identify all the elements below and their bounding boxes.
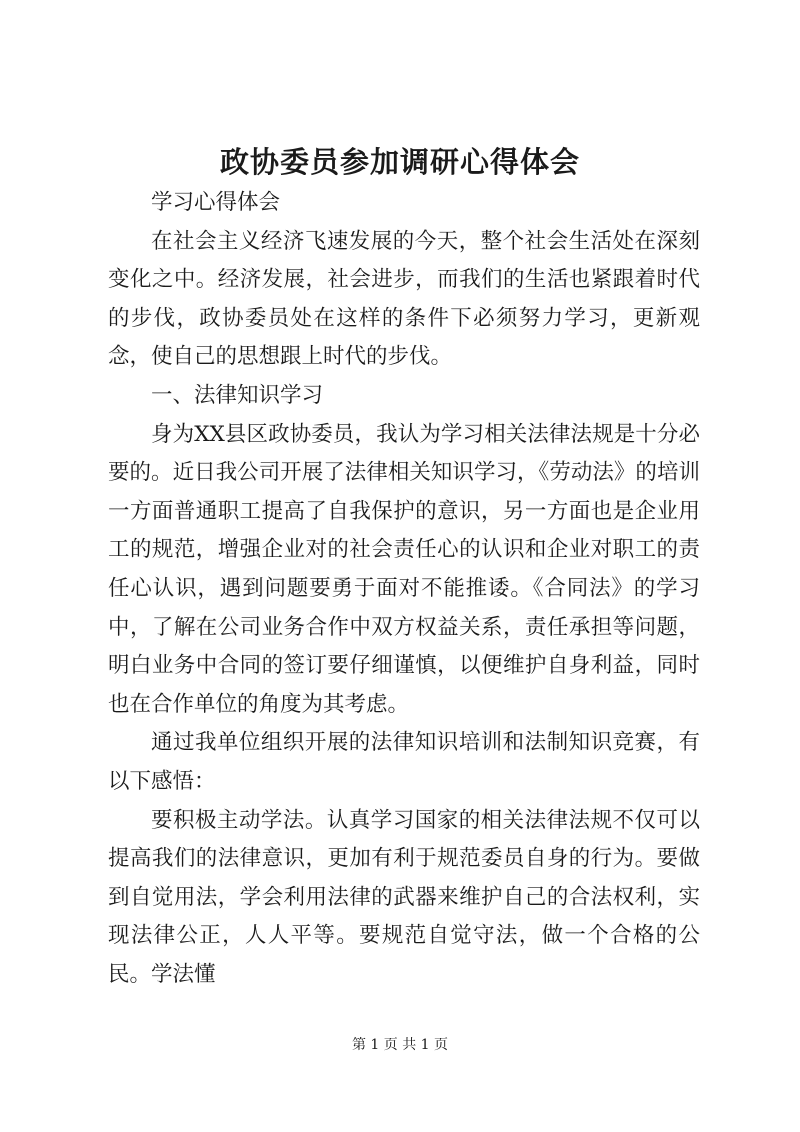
paragraph-insights-intro: 通过我单位组织开展的法律知识培训和法制知识竞赛，有以下感悟：: [108, 730, 700, 794]
paragraph-subtitle: 学习心得体会: [151, 190, 281, 215]
page-footer: 第 1 页 共 1 页: [351, 1037, 449, 1053]
paragraph-intro: 在社会主义经济飞速发展的今天，整个社会生活处在深刻变化之中。经济发展，社会进步，而我们的生活也紧跟着时代的步伐，政协委员处在这样的条件下必须努力学习，更新观念，使自己的思想跟上时代的步伐。: [108, 228, 700, 370]
document-body: [108, 184, 700, 994]
document-title: 政协委员参加调研心得体会: [219, 145, 580, 179]
paragraph-law-study: 身为XX县区政协委员，我认为学习相关法律法规是十分必要的。近日我公司开展了法律相关知识学习，《劳动法》的培训一方面普通职工提高了自我保护的意识，另一方面也是企业用工的规范，增强企业对的社会责任心的认识和企业对职工的责任心认识，遇到问题要勇于面对不能推诿。《合同法》的学习中，了解在公司业务合作中双方权益关系，责任承担等问题，明白业务中合同的签订要仔细谨慎，以便维护自身利益，同时也在合作单位的角度为其考虑。: [108, 421, 700, 717]
section-heading-law: 一、法律知识学习: [151, 382, 324, 408]
paragraph-active-learning: 要积极主动学法。认真学习国家的相关法律法规不仅可以提高我们的法律意识，更加有利于规范委员自身的行为。要做到自觉用法，学会利用法律的武器来维护自己的合法权利，实现法律公正，人人平等。要规范自觉守法，做一个合格的公民。学法懂: [108, 807, 700, 987]
